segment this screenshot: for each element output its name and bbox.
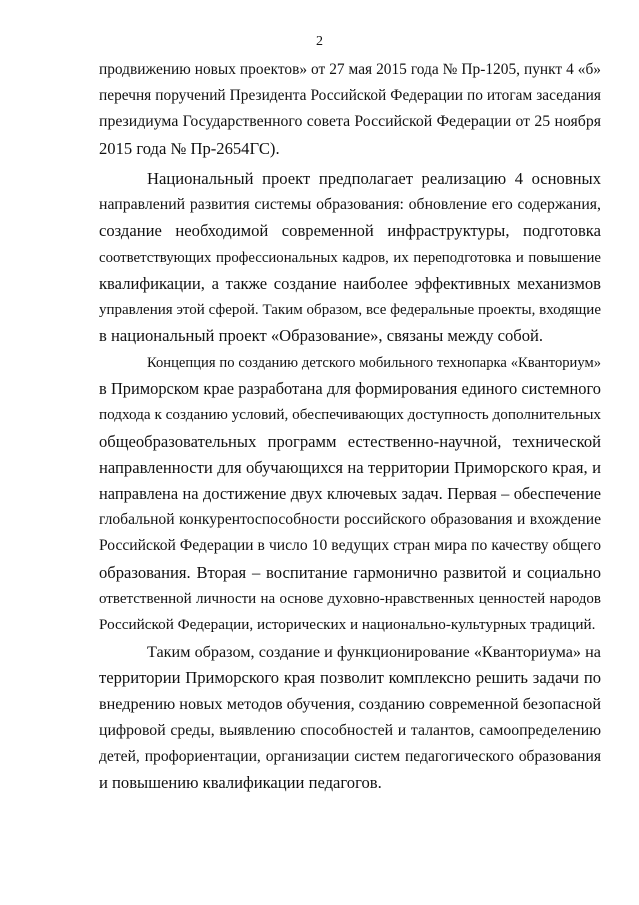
paragraph bbox=[99, 350, 601, 638]
text-line: общеобразовательных программ естественно-научной, технической bbox=[99, 431, 601, 451]
text-line: создание необходимой современной инфраструктуры, подготовка bbox=[99, 221, 601, 241]
text-line: территории Приморского края позволит комплексно решить задачи по bbox=[99, 668, 601, 688]
text-line: направленности для обучающихся на территории Приморского края, и bbox=[99, 457, 601, 477]
paragraph bbox=[99, 166, 601, 349]
text-line: Российской Федерации в число 10 ведущих стран мира по качеству общего bbox=[99, 537, 601, 555]
text-line: 2015 года № Пр-2654ГС). bbox=[99, 138, 280, 158]
text-line: направлена на достижение двух ключевых задач. Первая – обеспечение bbox=[99, 483, 601, 503]
text-line: президиума Государственного совета Российской Федерации от 25 ноября bbox=[99, 113, 601, 131]
text-line: управления этой сферой. Таким образом, все федеральные проекты, входящие bbox=[99, 301, 601, 318]
text-line: перечня поручений Президента Российской Федерации по итогам заседания bbox=[99, 87, 601, 105]
text-line: Национальный проект предполагает реализацию 4 основных bbox=[147, 169, 601, 188]
text-line: детей, профориентации, организации систем педагогического образования bbox=[99, 747, 601, 765]
text-line: Концепция по созданию детского мобильного технопарка «Кванториум» bbox=[147, 355, 601, 371]
text-line: направлений развития системы образования: обновление его содержания, bbox=[99, 196, 601, 214]
text-line: в Приморском крае разработана для формирования единого системного bbox=[99, 379, 601, 399]
text-line: в национальный проект «Образование», связаны между собой. bbox=[99, 326, 544, 346]
text-line: Российской Федерации, исторических и национально-культурных традиций. bbox=[99, 615, 596, 633]
text-line: цифровой среды, выявлению способностей и талантов, самоопределению bbox=[99, 721, 601, 739]
text-line: глобальной конкурентоспособности российского образования и вхождение bbox=[99, 511, 601, 529]
text-line: ответственной личности на основе духовно-нравственных ценностей народов bbox=[99, 590, 601, 607]
paragraph bbox=[99, 57, 601, 162]
text-line: квалификации, а также создание наиболее эффективных механизмов bbox=[99, 273, 601, 293]
paragraph bbox=[99, 639, 601, 796]
text-line: и повышению квалификации педагогов. bbox=[99, 772, 382, 792]
text-line: подхода к созданию условий, обеспечивающих доступность дополнительных bbox=[99, 406, 601, 424]
text-line: Таким образом, создание и функционирование «Кванториума» на bbox=[147, 643, 601, 661]
page-number: 2 bbox=[316, 34, 323, 49]
text-line: образования. Вторая – воспитание гармонично развитой и социально bbox=[99, 562, 601, 582]
text-line: соответствующих профессиональных кадров, их переподготовка и повышение bbox=[99, 249, 601, 266]
text-line: внедрению новых методов обучения, созданию современной безопасной bbox=[99, 695, 601, 714]
text-line: продвижению новых проектов» от 27 мая 2015 года № Пр-1205, пункт 4 «б» bbox=[99, 61, 601, 78]
